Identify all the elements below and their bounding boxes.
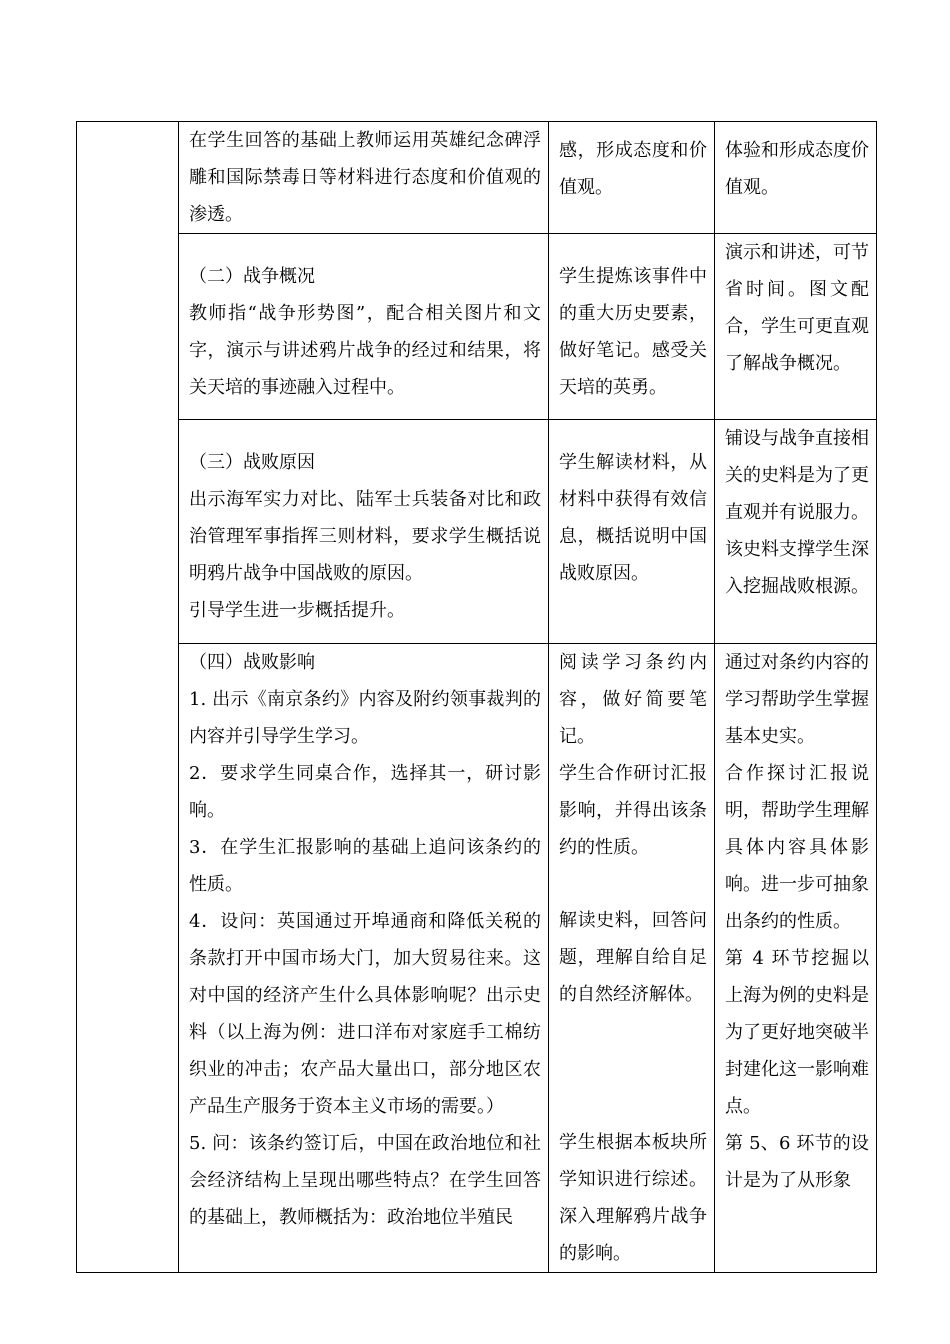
student-text: 学生解读材料，从材料中获得有效信息，概括说明中国战败原因。 — [559, 452, 707, 584]
intent-text: 演示和讲述，可节省时间。图文配合，学生可更直观了解战争概况。 — [725, 242, 869, 374]
student-text: 学生提炼该事件中的重大历史要素，做好笔记。感受关天培的英勇。 — [559, 266, 707, 398]
intent-text: 铺设与战争直接相关的史料是为了更直观并有说服力。该史料支撑学生深入挖掘战败根源。 — [725, 428, 869, 597]
section-cell — [77, 122, 179, 1273]
intent-text: 体验和形成态度价值观。 — [725, 140, 869, 198]
student-activity-cell — [549, 420, 715, 644]
section-heading: （二）战争概况 — [189, 266, 315, 287]
student-activity-cell — [549, 122, 715, 234]
table-row — [77, 122, 877, 234]
design-intent-cell — [715, 420, 877, 644]
student-text: 学生合作研讨汇报影响，并得出该条约的性质。 — [559, 763, 707, 858]
intent-text: 通过对条约内容的学习帮助学生掌握基本史实。 — [725, 652, 869, 747]
teacher-text: 5. 问：该条约签订后，中国在政治地位和社会经济结构上呈现出哪些特点？在学生回答的基础上，教师概括为：政治地位半殖民 — [189, 1133, 541, 1228]
section-heading: （三）战败原因 — [189, 452, 315, 473]
teacher-activity-cell — [179, 122, 549, 234]
intent-text: 第 5、6 环节的设计是为了从形象 — [725, 1133, 869, 1191]
teacher-text: 1. 出示《南京条约》内容及附约领事裁判的内容并引导学生学习。 — [189, 689, 541, 747]
intent-text: 第 4 环节挖掘以上海为例的史料是为了更好地突破半封建化这一影响难点。 — [725, 948, 869, 1117]
student-activity-cell — [549, 644, 715, 1273]
spacer — [559, 866, 707, 902]
teacher-text: 3．在学生汇报影响的基础上追问该条约的性质。 — [189, 837, 541, 895]
section-heading: （四）战败影响 — [189, 652, 315, 673]
table-row — [77, 234, 877, 420]
teacher-text: 4．设问：英国通过开埠通商和降低关税的条款打开中国市场大门，加大贸易往来。这对中国的经济产生什么具体影响呢？出示史料（以上海为例：进口洋布对家庭手工棉纺织业的冲击；农产品大量出口，部分地区农产品生产服务于资本主义市场的需要。） — [189, 911, 541, 1117]
design-intent-cell — [715, 234, 877, 420]
student-text: 感，形成态度和价值观。 — [559, 140, 707, 198]
student-text: 学生根据本板块所学知识进行综述。深入理解鸦片战争的影响。 — [559, 1132, 707, 1264]
teacher-activity-cell — [179, 234, 549, 420]
lesson-plan-table — [76, 121, 877, 1273]
table-row — [77, 644, 877, 1273]
teacher-text: 在学生回答的基础上教师运用英雄纪念碑浮雕和国际禁毒日等材料进行态度和价值观的渗透。 — [189, 130, 541, 225]
student-text: 解读史料，回答问题，理解自给自足的自然经济解体。 — [559, 910, 707, 1005]
spacer — [559, 1013, 707, 1124]
design-intent-cell — [715, 644, 877, 1273]
teacher-activity-cell — [179, 644, 549, 1273]
table-row — [77, 420, 877, 644]
teacher-text: 出示海军实力对比、陆军士兵装备对比和政治管理军事指挥三则材料，要求学生概括说明鸦片战争中国战败的原因。 — [189, 489, 541, 584]
teacher-text: 引导学生进一步概括提升。 — [189, 600, 405, 621]
teacher-text: 教师指“战争形势图”，配合相关图片和文字，演示与讲述鸦片战争的经过和结果，将关天培的事迹融入过程中。 — [189, 303, 541, 398]
student-activity-cell — [549, 234, 715, 420]
student-text: 阅读学习条约内容，做好简要笔记。 — [559, 652, 707, 747]
design-intent-cell — [715, 122, 877, 234]
teacher-activity-cell — [179, 420, 549, 644]
intent-text: 合作探讨汇报说明，帮助学生理解具体内容具体影响。进一步可抽象出条约的性质。 — [725, 763, 869, 932]
teacher-text: 2．要求学生同桌合作，选择其一，研讨影响。 — [189, 763, 541, 821]
